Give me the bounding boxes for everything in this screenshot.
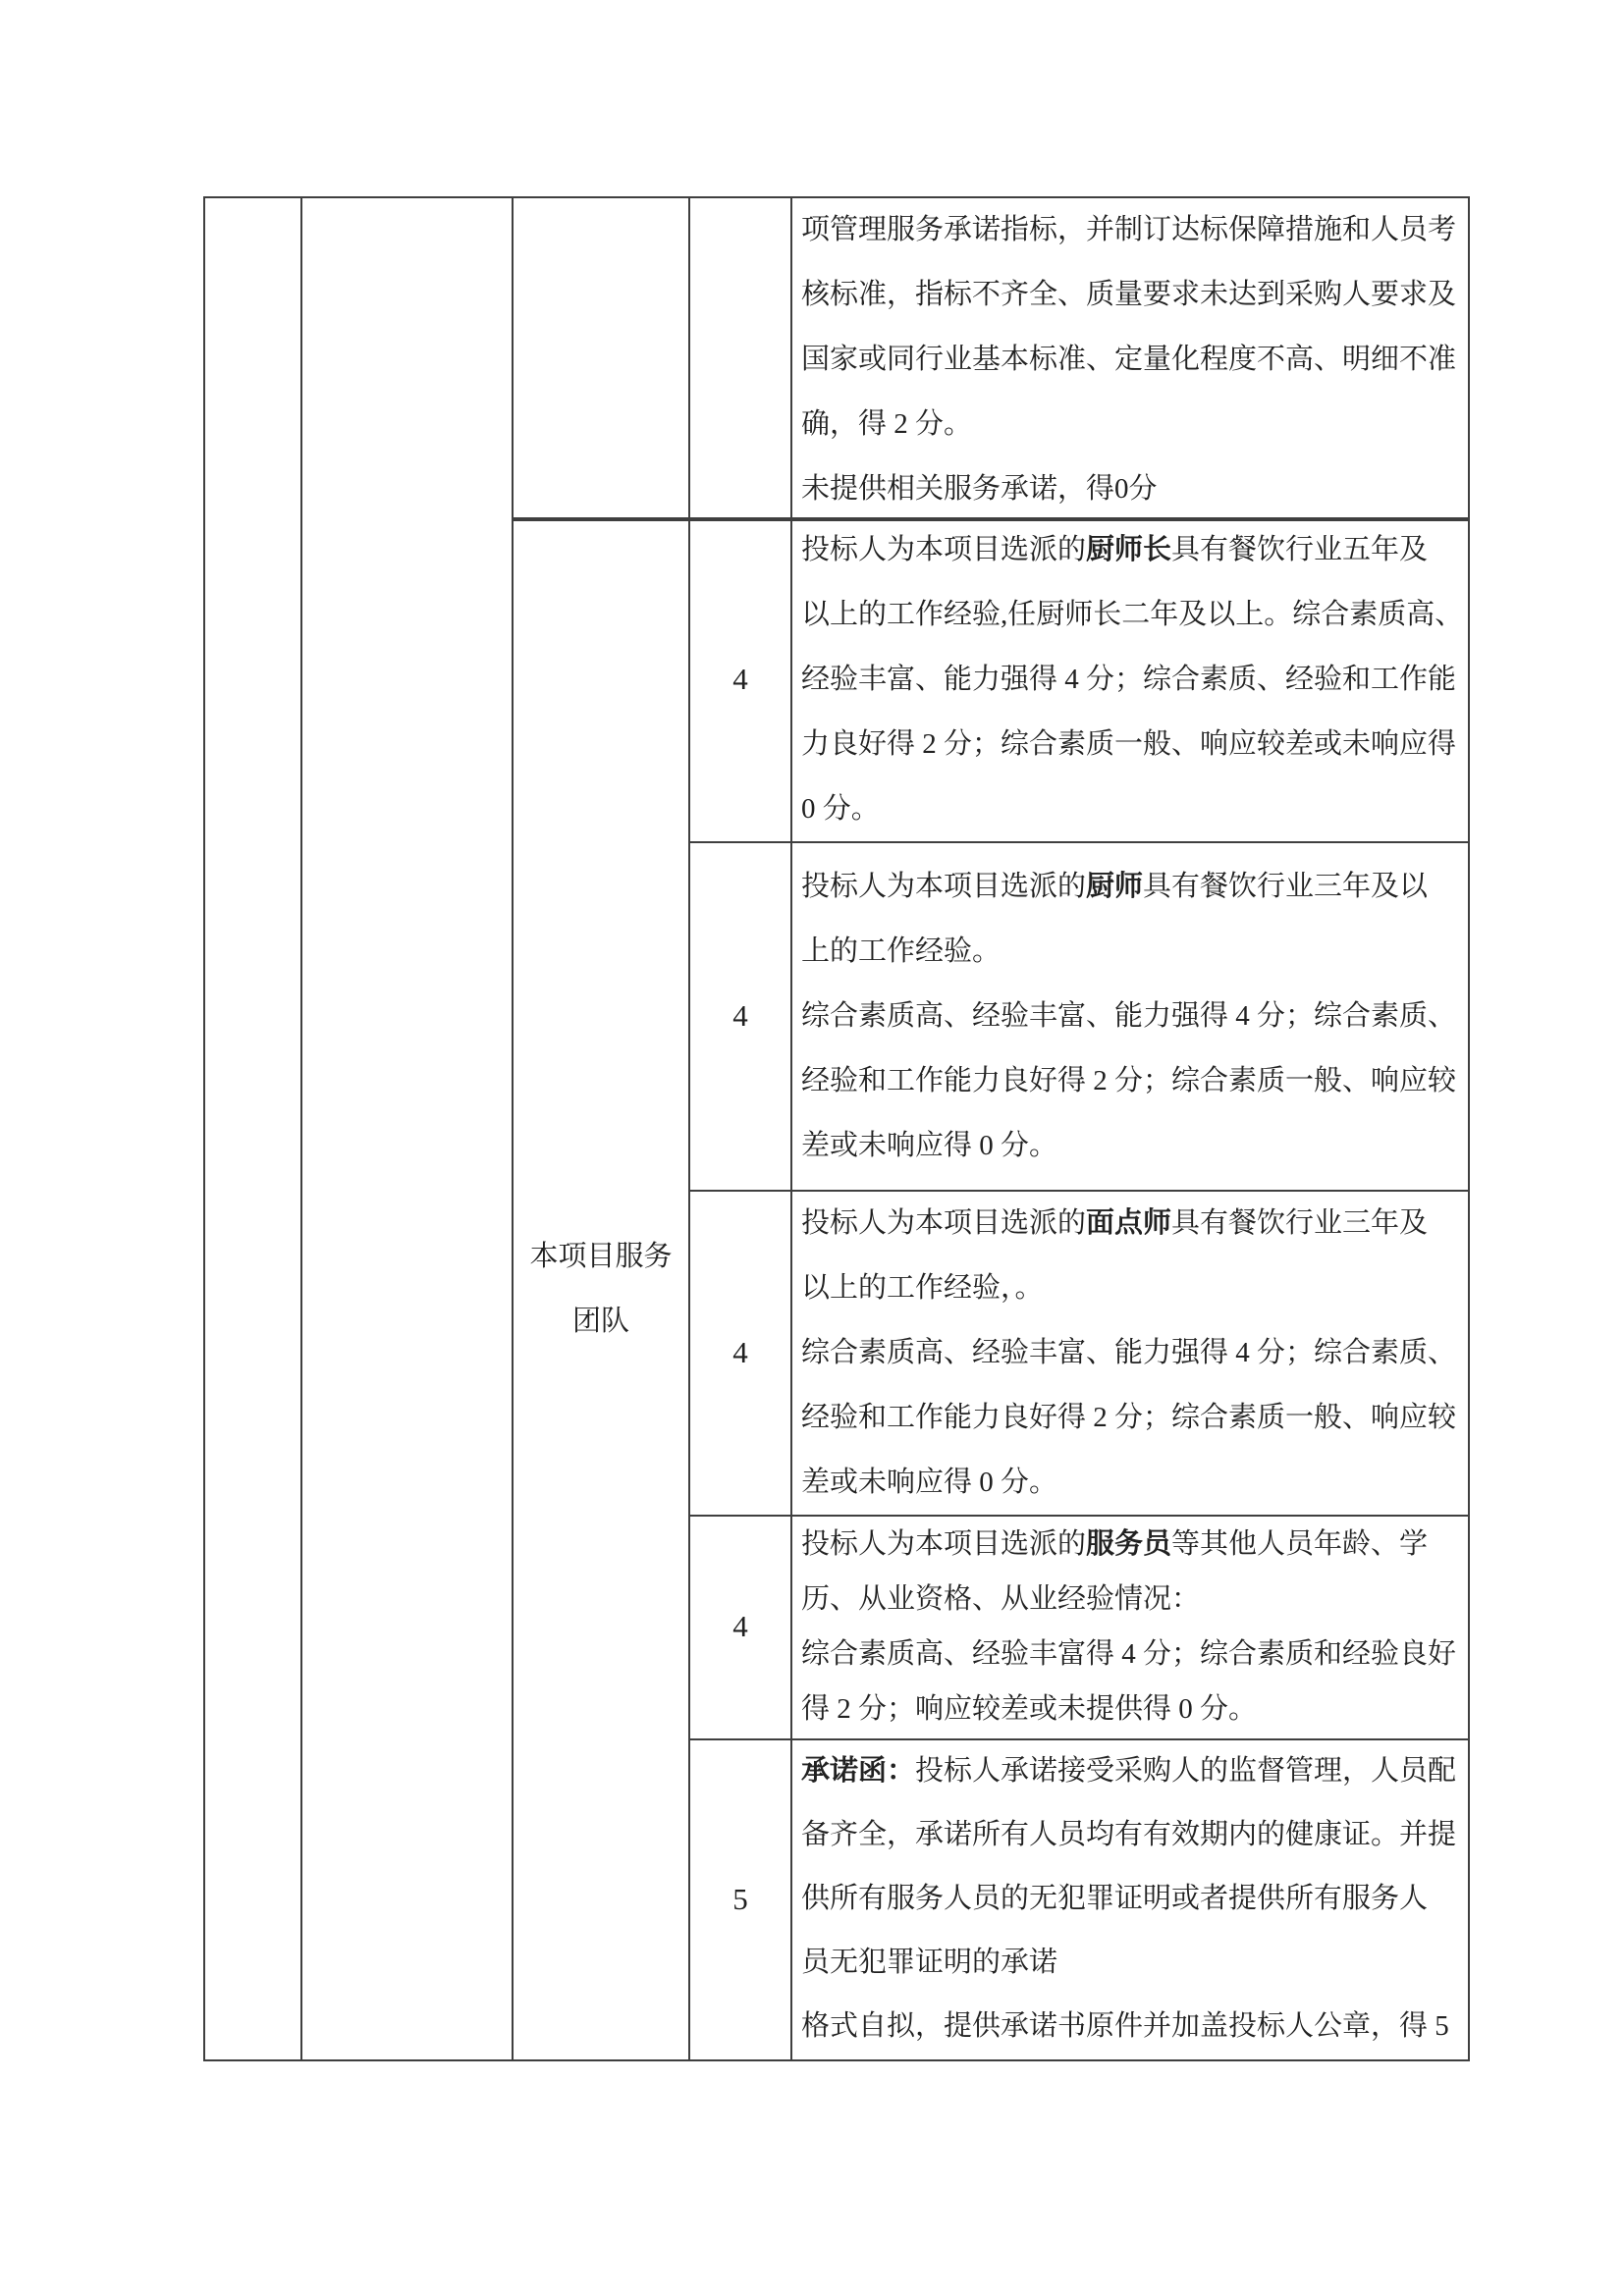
criteria-cell-service-commitment <box>792 198 1468 519</box>
evaluation-criteria-table <box>203 196 1470 2061</box>
text-line: 供所有服务人员的无犯罪证明或者提供所有服务人 <box>801 1883 1429 1914</box>
text-line: 投标人为本项目选派的面点师具有餐饮行业三年及 <box>801 1206 1429 1239</box>
text-line: 差或未响应得 0 分。 <box>801 1466 1058 1498</box>
team-category-cell <box>514 517 688 2059</box>
score-cell-service-commitment <box>690 198 790 519</box>
text-line: 得 2 分；响应较差或未提供得 0 分。 <box>801 1693 1258 1725</box>
text-line: 综合素质高、经验丰富得 4 分；综合素质和经验良好 <box>801 1638 1457 1670</box>
team-label-line: 本项目服务 <box>529 1240 673 1272</box>
text-line: 备齐全，承诺所有人员均有有效期内的健康证。并提 <box>801 1819 1457 1850</box>
text-line: 项管理服务承诺指标，并制订达标保障措施和人员考 <box>801 213 1457 245</box>
text-line: 历、从业资格、从业经验情况： <box>801 1583 1201 1615</box>
text-line: 投标人为本项目选派的厨师具有餐饮行业三年及以 <box>801 870 1429 902</box>
score-cell-commitment-letter: 5 <box>732 1881 748 1916</box>
text-line: 上的工作经验。 <box>801 934 1001 967</box>
text-line: 力良好得 2 分；综合素质一般、响应较差或未响应得 <box>801 728 1457 760</box>
text-line: 综合素质高、经验丰富、能力强得 4 分；综合素质、 <box>801 999 1457 1032</box>
team-label-line: 团队 <box>571 1305 629 1337</box>
text-line: 以上的工作经验，。 <box>801 1271 1044 1304</box>
criteria-cell-waiter <box>792 1515 1468 1738</box>
score-cell-pastry-chef: 4 <box>732 1334 748 1369</box>
criteria-cell-pastry-chef <box>792 1190 1468 1515</box>
text-line: 承诺函：投标人承诺接受采购人的监督管理，人员配 <box>801 1755 1457 1787</box>
text-line: 以上的工作经验,任厨师长二年及以上。综合素质高、 <box>801 599 1464 630</box>
score-cell-head-chef: 4 <box>732 662 748 696</box>
text-line: 经验和工作能力良好得 2 分；综合素质一般、响应较 <box>801 1401 1457 1433</box>
text-line: 员无犯罪证明的承诺 <box>801 1947 1058 1978</box>
score-cell-chef: 4 <box>732 997 748 1033</box>
text-line: 确，得 2 分。 <box>801 407 973 440</box>
text-line: 经验丰富、能力强得 4 分；综合素质、经验和工作能 <box>801 664 1457 695</box>
text-line: 国家或同行业基本标准、定量化程度不高、明细不准 <box>801 343 1457 375</box>
text-line: 综合素质高、经验丰富、能力强得 4 分；综合素质、 <box>801 1336 1457 1368</box>
text-line: 核标准，指标不齐全、质量要求未达到采购人要求及 <box>801 278 1457 310</box>
criteria-cell-head-chef <box>792 517 1468 841</box>
text-line: 差或未响应得 0 分。 <box>801 1129 1058 1161</box>
text-line: 未提供相关服务承诺，得0分 <box>801 472 1158 505</box>
column-divider-1 <box>300 198 302 2059</box>
text-line: 投标人为本项目选派的厨师长具有餐饮行业五年及 <box>801 534 1429 565</box>
text-line: 投标人为本项目选派的服务员等其他人员年龄、学 <box>801 1528 1429 1560</box>
score-cell-waiter: 4 <box>732 1609 748 1643</box>
text-line: 经验和工作能力良好得 2 分；综合素质一般、响应较 <box>801 1064 1457 1096</box>
criteria-cell-chef <box>792 841 1468 1190</box>
criteria-cell-commitment-letter <box>792 1738 1468 2059</box>
text-line: 格式自拟，提供承诺书原件并加盖投标人公章，得 5 <box>801 2010 1449 2042</box>
text-line: 0 分。 <box>801 793 880 825</box>
